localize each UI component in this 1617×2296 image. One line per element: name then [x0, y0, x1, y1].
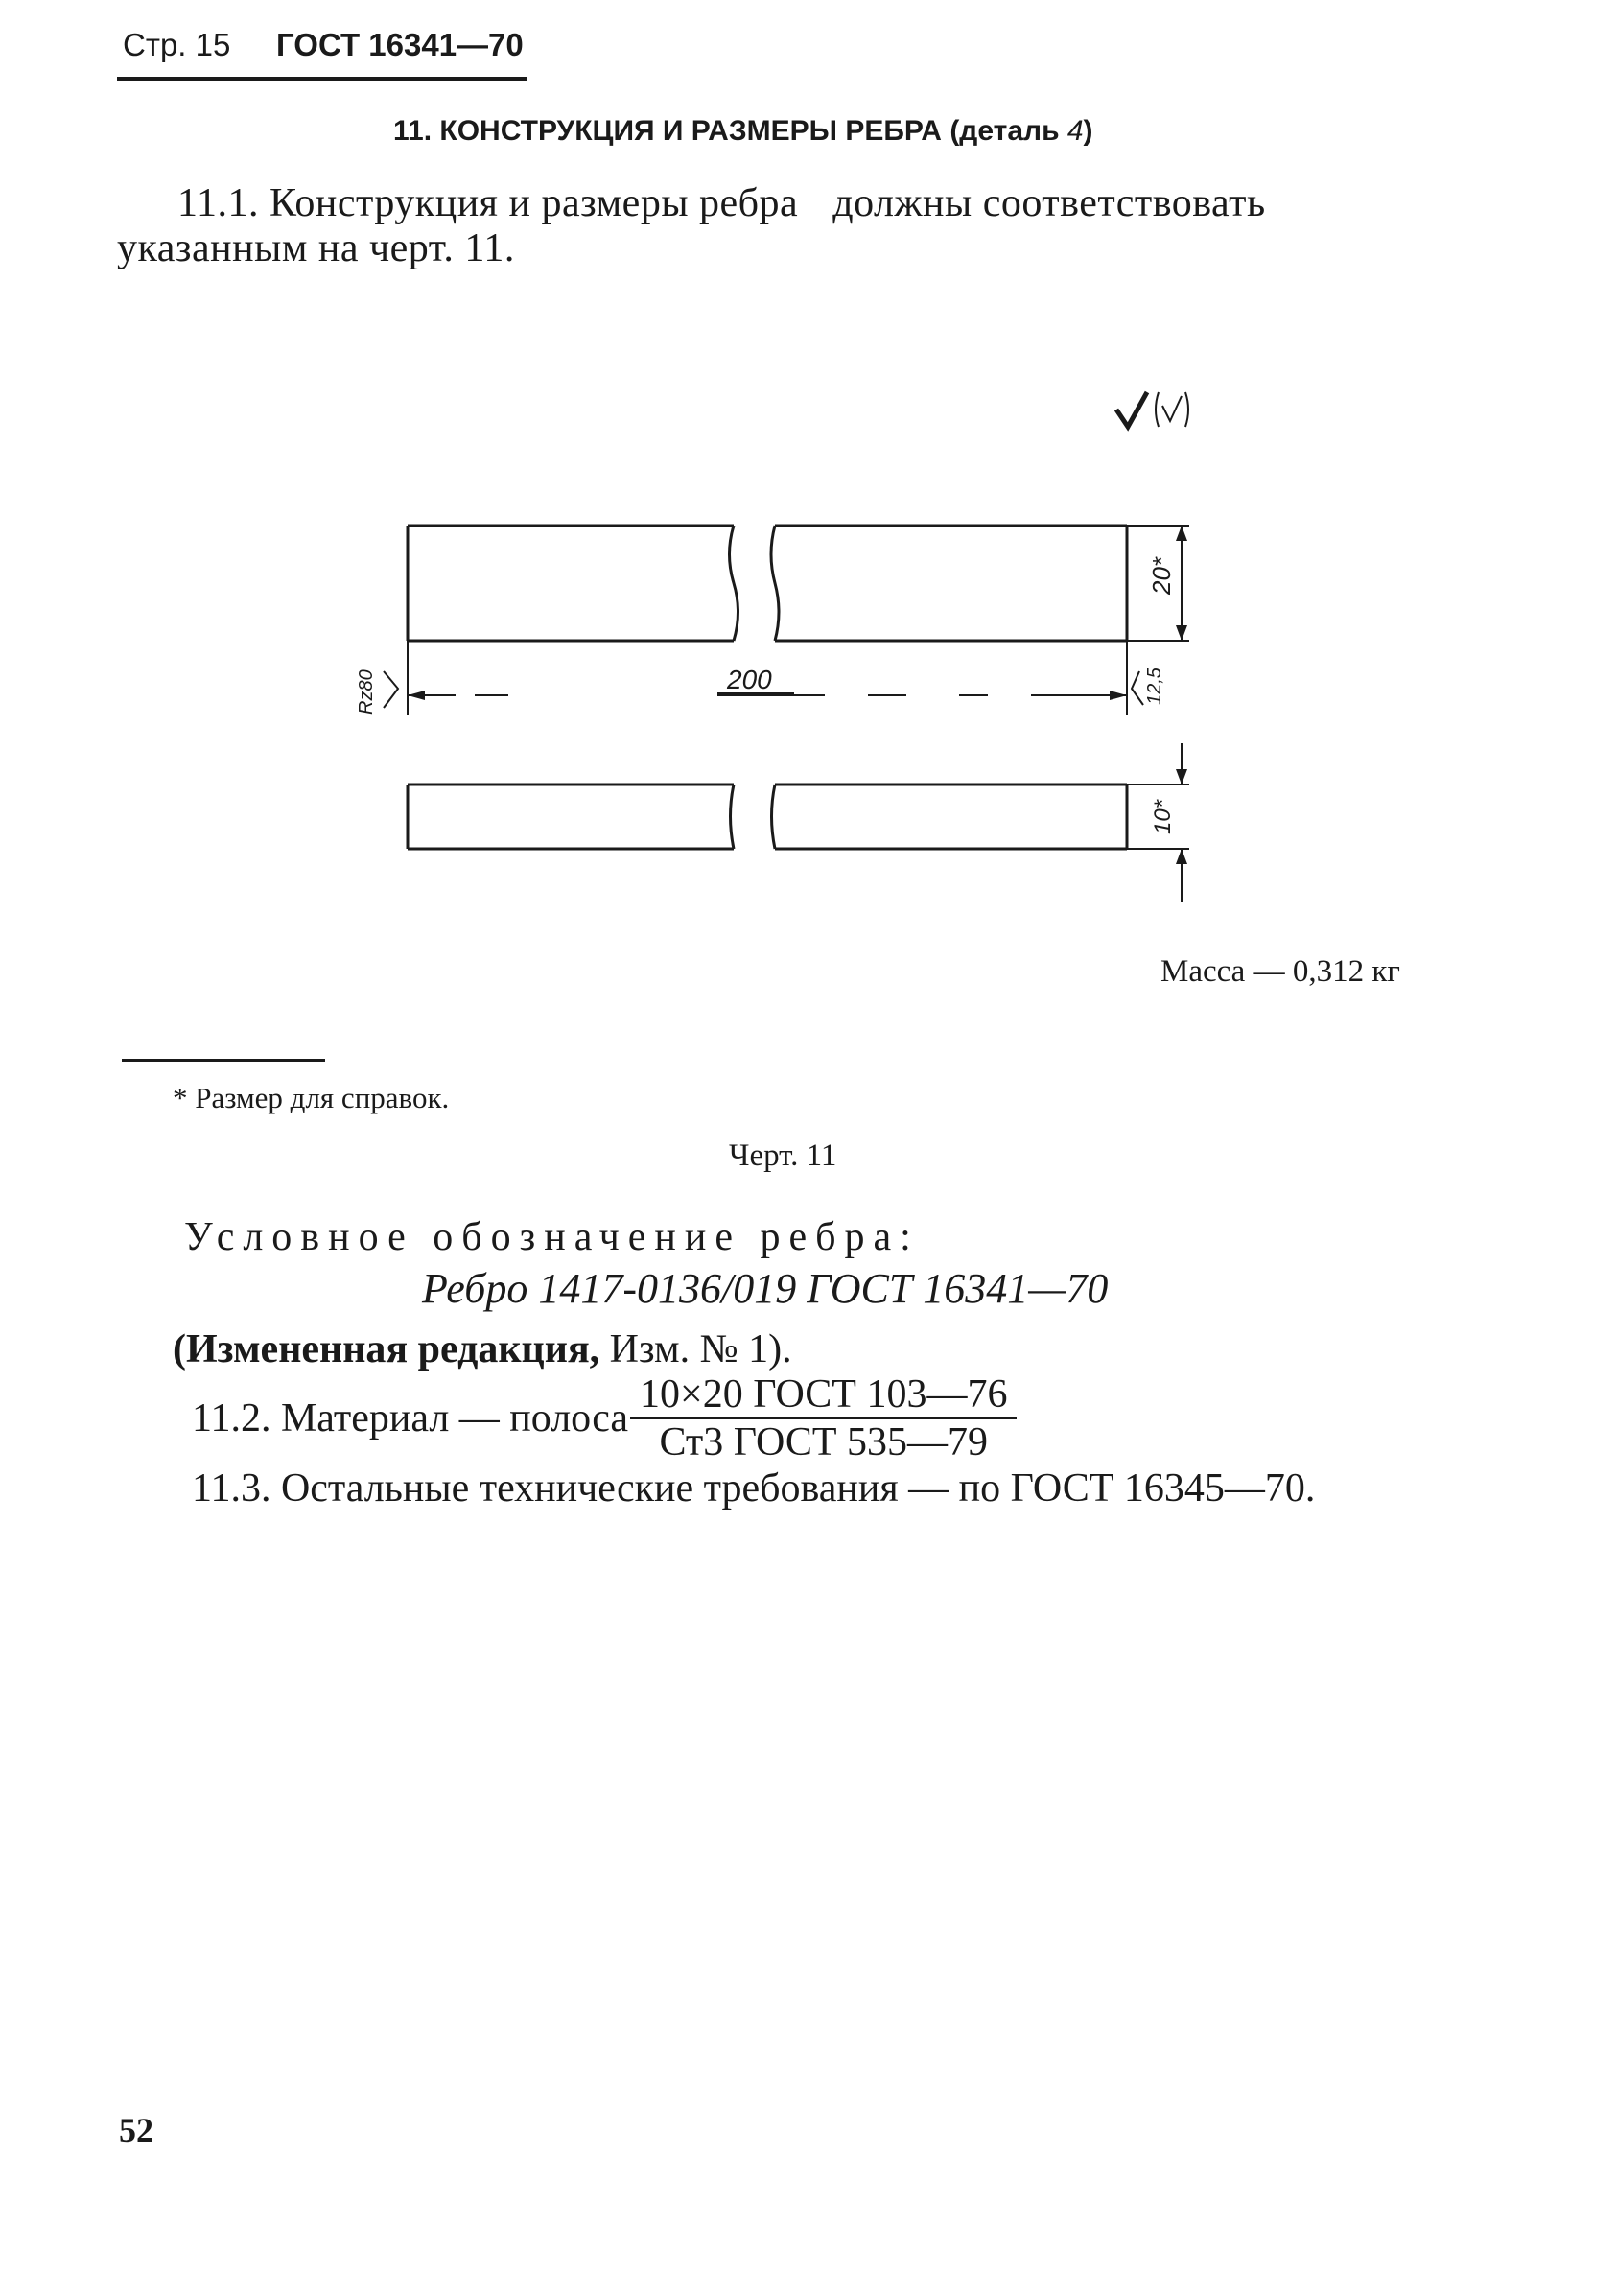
header-rule — [117, 77, 527, 81]
dim-height-top: 20* — [1147, 556, 1176, 595]
amendment-rest: Изм. № 1). — [599, 1327, 792, 1371]
clause-11-1-text-b: должны соответствовать — [832, 181, 1266, 225]
mass-note: Масса — 0,312 кг — [1160, 954, 1400, 989]
section-heading-text: 11. КОНСТРУКЦИЯ И РАЗМЕРЫ РЕБРА — [393, 115, 942, 147]
material-denominator: Ст3 ГОСТ 535—79 — [659, 1420, 989, 1464]
page-number: 52 — [119, 2111, 153, 2149]
material-fraction — [630, 1373, 1017, 1464]
clause-11-1-line1 — [177, 180, 1266, 226]
footnote-rule — [122, 1059, 325, 1062]
footnote: * Размер для справок. — [173, 1081, 450, 1114]
rib-drawing — [326, 499, 1237, 935]
roughness-left-label: Rz80 — [356, 669, 377, 715]
clause-11-1-number: 11.1. — [177, 181, 259, 225]
section-heading-detail-num: 4 — [1066, 115, 1084, 147]
clause-11-3: 11.3. Остальные технические требования — по ГОСТ 16345—70. — [192, 1466, 1316, 1511]
clause-11-1-text-a: Конструкция и размеры ребра — [269, 181, 799, 225]
figure-caption: Черт. 11 — [729, 1138, 837, 1173]
dim-length: 200 — [727, 665, 772, 694]
amendment-bold: (Измененная редакция, — [173, 1327, 600, 1371]
section-heading-detail-prefix: (деталь — [949, 115, 1067, 147]
dim-height-bottom: 10* — [1150, 799, 1176, 834]
surface-roughness-symbol — [1113, 388, 1199, 441]
roughness-right-label: 12,5 — [1144, 668, 1165, 705]
designation-label: Условное обозначение ребра: — [184, 1215, 920, 1259]
amendment-note — [173, 1326, 792, 1372]
clause-11-1-line2: указанным на черт. 11. — [117, 226, 515, 270]
page-label: Стр. 15 — [123, 27, 231, 62]
clause-11-2 — [192, 1373, 1017, 1464]
designation-value: Ребро 1417-0136/019 ГОСТ 16341—70 — [422, 1265, 1109, 1312]
standard-number: ГОСТ 16341—70 — [276, 27, 524, 62]
section-heading-detail-suffix: ) — [1083, 115, 1093, 147]
section-heading — [393, 115, 1093, 148]
clause-11-2-label: 11.2. Материал — полоса — [192, 1396, 629, 1441]
material-numerator: 10×20 ГОСТ 103—76 — [630, 1373, 1017, 1419]
